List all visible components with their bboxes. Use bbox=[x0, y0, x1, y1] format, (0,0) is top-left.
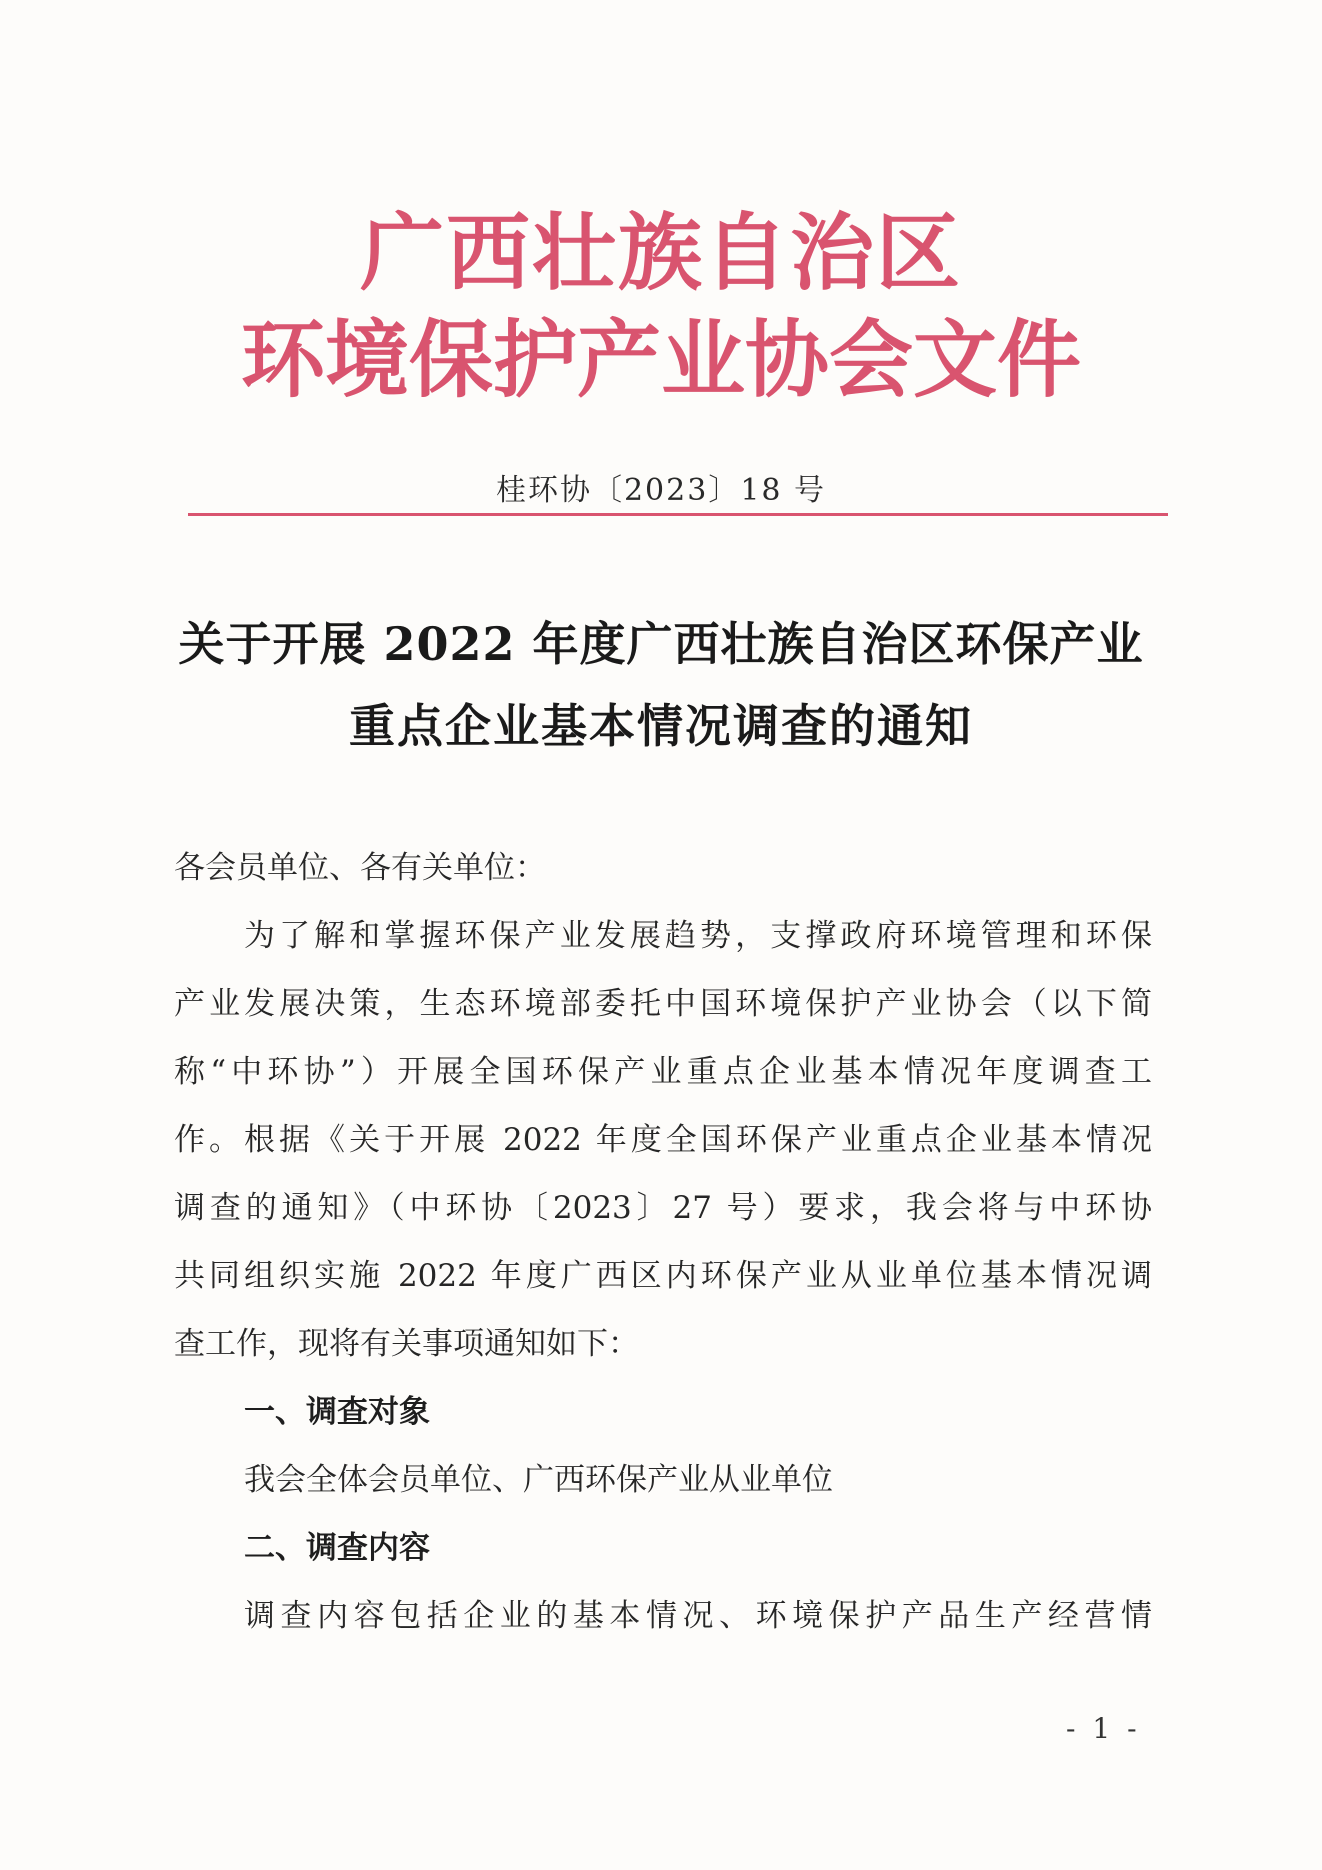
document-number: 桂环协〔2023〕18 号 bbox=[495, 473, 827, 508]
red-divider bbox=[188, 513, 1168, 516]
header-title-line1: 广西壮族自治区 bbox=[359, 204, 962, 302]
paragraph-line: 查工作，现将有关事项通知如下： bbox=[174, 1326, 639, 1362]
notice-title-line2: 重点企业基本情况调查的通知 bbox=[349, 699, 973, 753]
paragraph-line: 称“中环协”）开展全国环保产业重点企业基本情况年度调查工 bbox=[174, 1054, 1152, 1090]
notice-title-line1: 关于开展 2022 年度广西壮族自治区环保产业 bbox=[178, 617, 1144, 671]
section-heading-1: 一、调查对象 bbox=[244, 1394, 430, 1430]
paragraph-line: 产业发展决策，生态环境部委托中国环境保护产业协会（以下简 bbox=[174, 986, 1152, 1022]
salutation: 各会员单位、各有关单位： bbox=[174, 850, 546, 886]
paragraph-line: 为了解和掌握环保产业发展趋势，支撑政府环境管理和环保 bbox=[244, 918, 1152, 954]
section-heading-2: 二、调查内容 bbox=[244, 1530, 430, 1566]
paragraph-line: 调查的通知》（中环协〔2023〕27 号）要求，我会将与中环协 bbox=[174, 1190, 1152, 1226]
section-1-text: 我会全体会员单位、广西环保产业从业单位 bbox=[244, 1462, 833, 1498]
page-number: - 1 - bbox=[1066, 1712, 1141, 1745]
section-2-text: 调查内容包括企业的基本情况、环境保护产品生产经营情 bbox=[244, 1598, 1152, 1634]
paragraph-line: 作。根据《关于开展 2022 年度全国环保产业重点企业基本情况 bbox=[174, 1122, 1152, 1158]
paragraph-line: 共同组织实施 2022 年度广西区内环保产业从业单位基本情况调 bbox=[174, 1258, 1152, 1294]
header-title-line2: 环境保护产业协会文件 bbox=[240, 311, 1081, 409]
